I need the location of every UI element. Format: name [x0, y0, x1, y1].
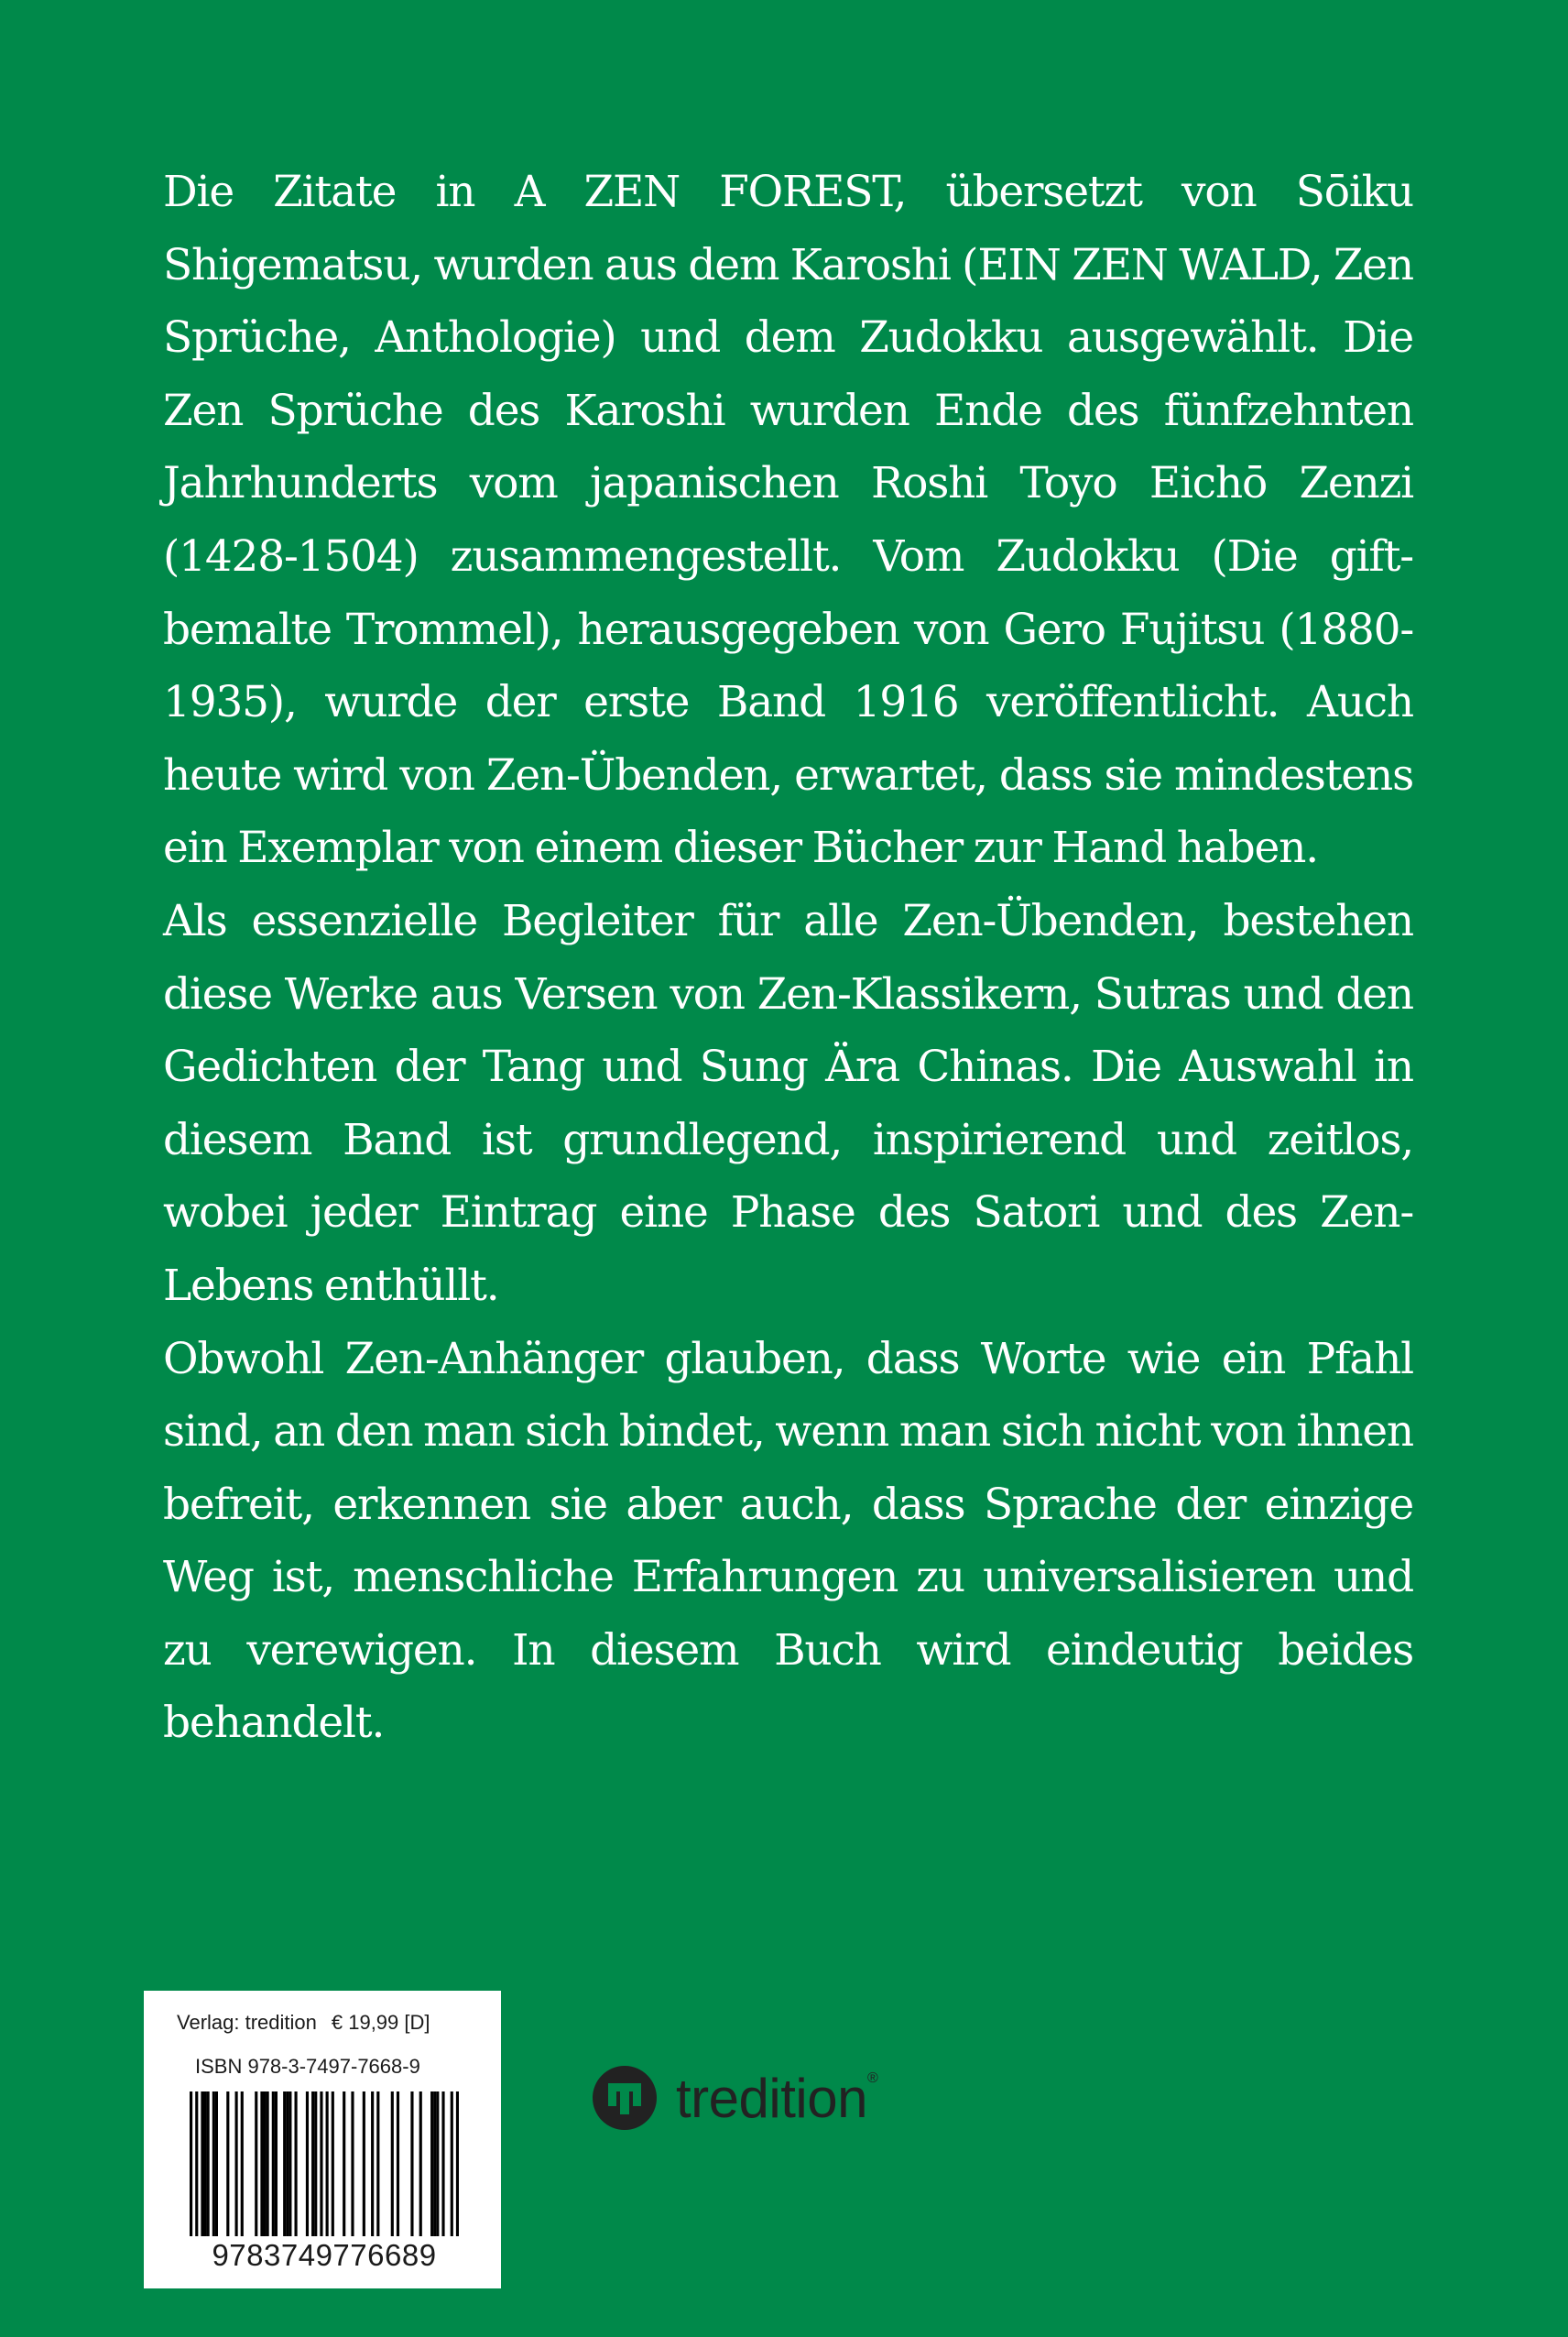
barcode-bar: [371, 2091, 374, 2236]
barcode-bar: [267, 2091, 269, 2236]
barcode-bar: [391, 2091, 394, 2236]
price-label: € 19,99 [D]: [331, 2011, 430, 2034]
publisher-name: tredition: [676, 2067, 867, 2129]
barcode-bar: [215, 2091, 218, 2236]
barcode-bar: [295, 2091, 298, 2236]
barcode-bar: [306, 2091, 309, 2236]
barcode-bar: [314, 2091, 317, 2236]
barcode-bar: [263, 2091, 266, 2236]
registered-mark: ®: [866, 2070, 878, 2086]
barcode-bar: [311, 2091, 314, 2236]
barcode-bar: [456, 2091, 459, 2236]
barcode-bar: [376, 2091, 379, 2236]
barcode-bar: [275, 2091, 278, 2236]
barcode-bar: [326, 2091, 329, 2236]
isbn-label: ISBN 978-3-7497-7668-9: [195, 2055, 420, 2078]
barcode-bar: [451, 2091, 453, 2236]
barcode-bars: [190, 2091, 459, 2236]
blurb-paragraph-2: Als essenzielle Begleiter für alle Zen-Übenden, bestehen diese Werke aus Versen von Zen-Klassikern, Sutras und den Gedichten der Tang und Sung Ära Chinas. Die Auswahl in diesem Band ist grundlegend, inspirierend und zeitlos, wobei jeder Eintrag eine Phase des Satori und des Zen-Lebens enthüllt.: [163, 895, 1413, 1311]
barcode-bar: [195, 2091, 198, 2236]
publisher-label: Verlag: tredition: [177, 2011, 317, 2034]
barcode-bar: [286, 2091, 289, 2236]
barcode-bar: [283, 2091, 286, 2236]
ean-digits: 9783749776689: [212, 2238, 437, 2272]
publisher-price-line: [177, 2011, 430, 2035]
barcode-bar: [332, 2091, 334, 2236]
barcode-bar: [212, 2091, 215, 2236]
barcode-bar: [235, 2091, 238, 2236]
blurb-text: [163, 156, 1413, 1760]
barcode-bar: [363, 2091, 365, 2236]
barcode-bar: [260, 2091, 263, 2236]
publisher-logo: [592, 2063, 878, 2133]
barcode-bar: [441, 2091, 444, 2236]
barcode-bar: [207, 2091, 210, 2236]
barcode-box: [144, 1991, 501, 2288]
barcode-bar: [272, 2091, 275, 2236]
blurb-paragraph-1: Die Zitate in A ZEN FOREST, übersetzt von Sōiku Shigematsu, wurden aus dem Karoshi (EIN ZEN WALD, Zen Sprüche, Anthologie) und dem Zudokku ausgewählt. Die Zen Sprüche des Karoshi wurden Ende des fünfzehnten Jahrhunderts vom japanischen Roshi Toyo Eichō Zenzi (1428-1504) zusammengestellt. Vom Zudokku (Die gift-bemalte Trommel), herausgegeben von Gero Fujitsu (1880-1935), wurde der erste Band 1916 veröffentlicht. Auch heute wird von Zen-Übenden, erwartet, dass sie mindestens ein Exemplar von einem dieser Bücher zur Hand haben.: [163, 167, 1413, 874]
tredition-logo-icon: [592, 2065, 658, 2131]
blurb-paragraph-3: Obwohl Zen-Anhänger glauben, dass Worte wie ein Pfahl sind, an den man sich bindet, wenn man sich nicht von ihnen befreit, erkennen sie aber auch, dass Sprache der einzige Weg ist, menschliche Erfahrungen zu universalisieren und zu verewigen. In diesem Buch wird eindeutig beides behandelt.: [163, 1333, 1413, 1749]
barcode-bar: [289, 2091, 291, 2236]
barcode-bar: [241, 2091, 244, 2236]
barcode-bar: [351, 2091, 354, 2236]
barcode-bar: [436, 2091, 439, 2236]
barcode-bar: [410, 2091, 413, 2236]
barcode-bar: [203, 2091, 206, 2236]
barcode-bar: [226, 2091, 229, 2236]
barcode-bar: [320, 2091, 322, 2236]
barcode-bar: [255, 2091, 257, 2236]
barcode-bar: [190, 2091, 192, 2236]
barcode-bar: [201, 2091, 203, 2236]
barcode-bar: [397, 2091, 399, 2236]
barcode-bar: [430, 2091, 433, 2236]
barcode-bar: [433, 2091, 436, 2236]
barcode-bar: [343, 2091, 345, 2236]
barcode-bar: [419, 2091, 422, 2236]
